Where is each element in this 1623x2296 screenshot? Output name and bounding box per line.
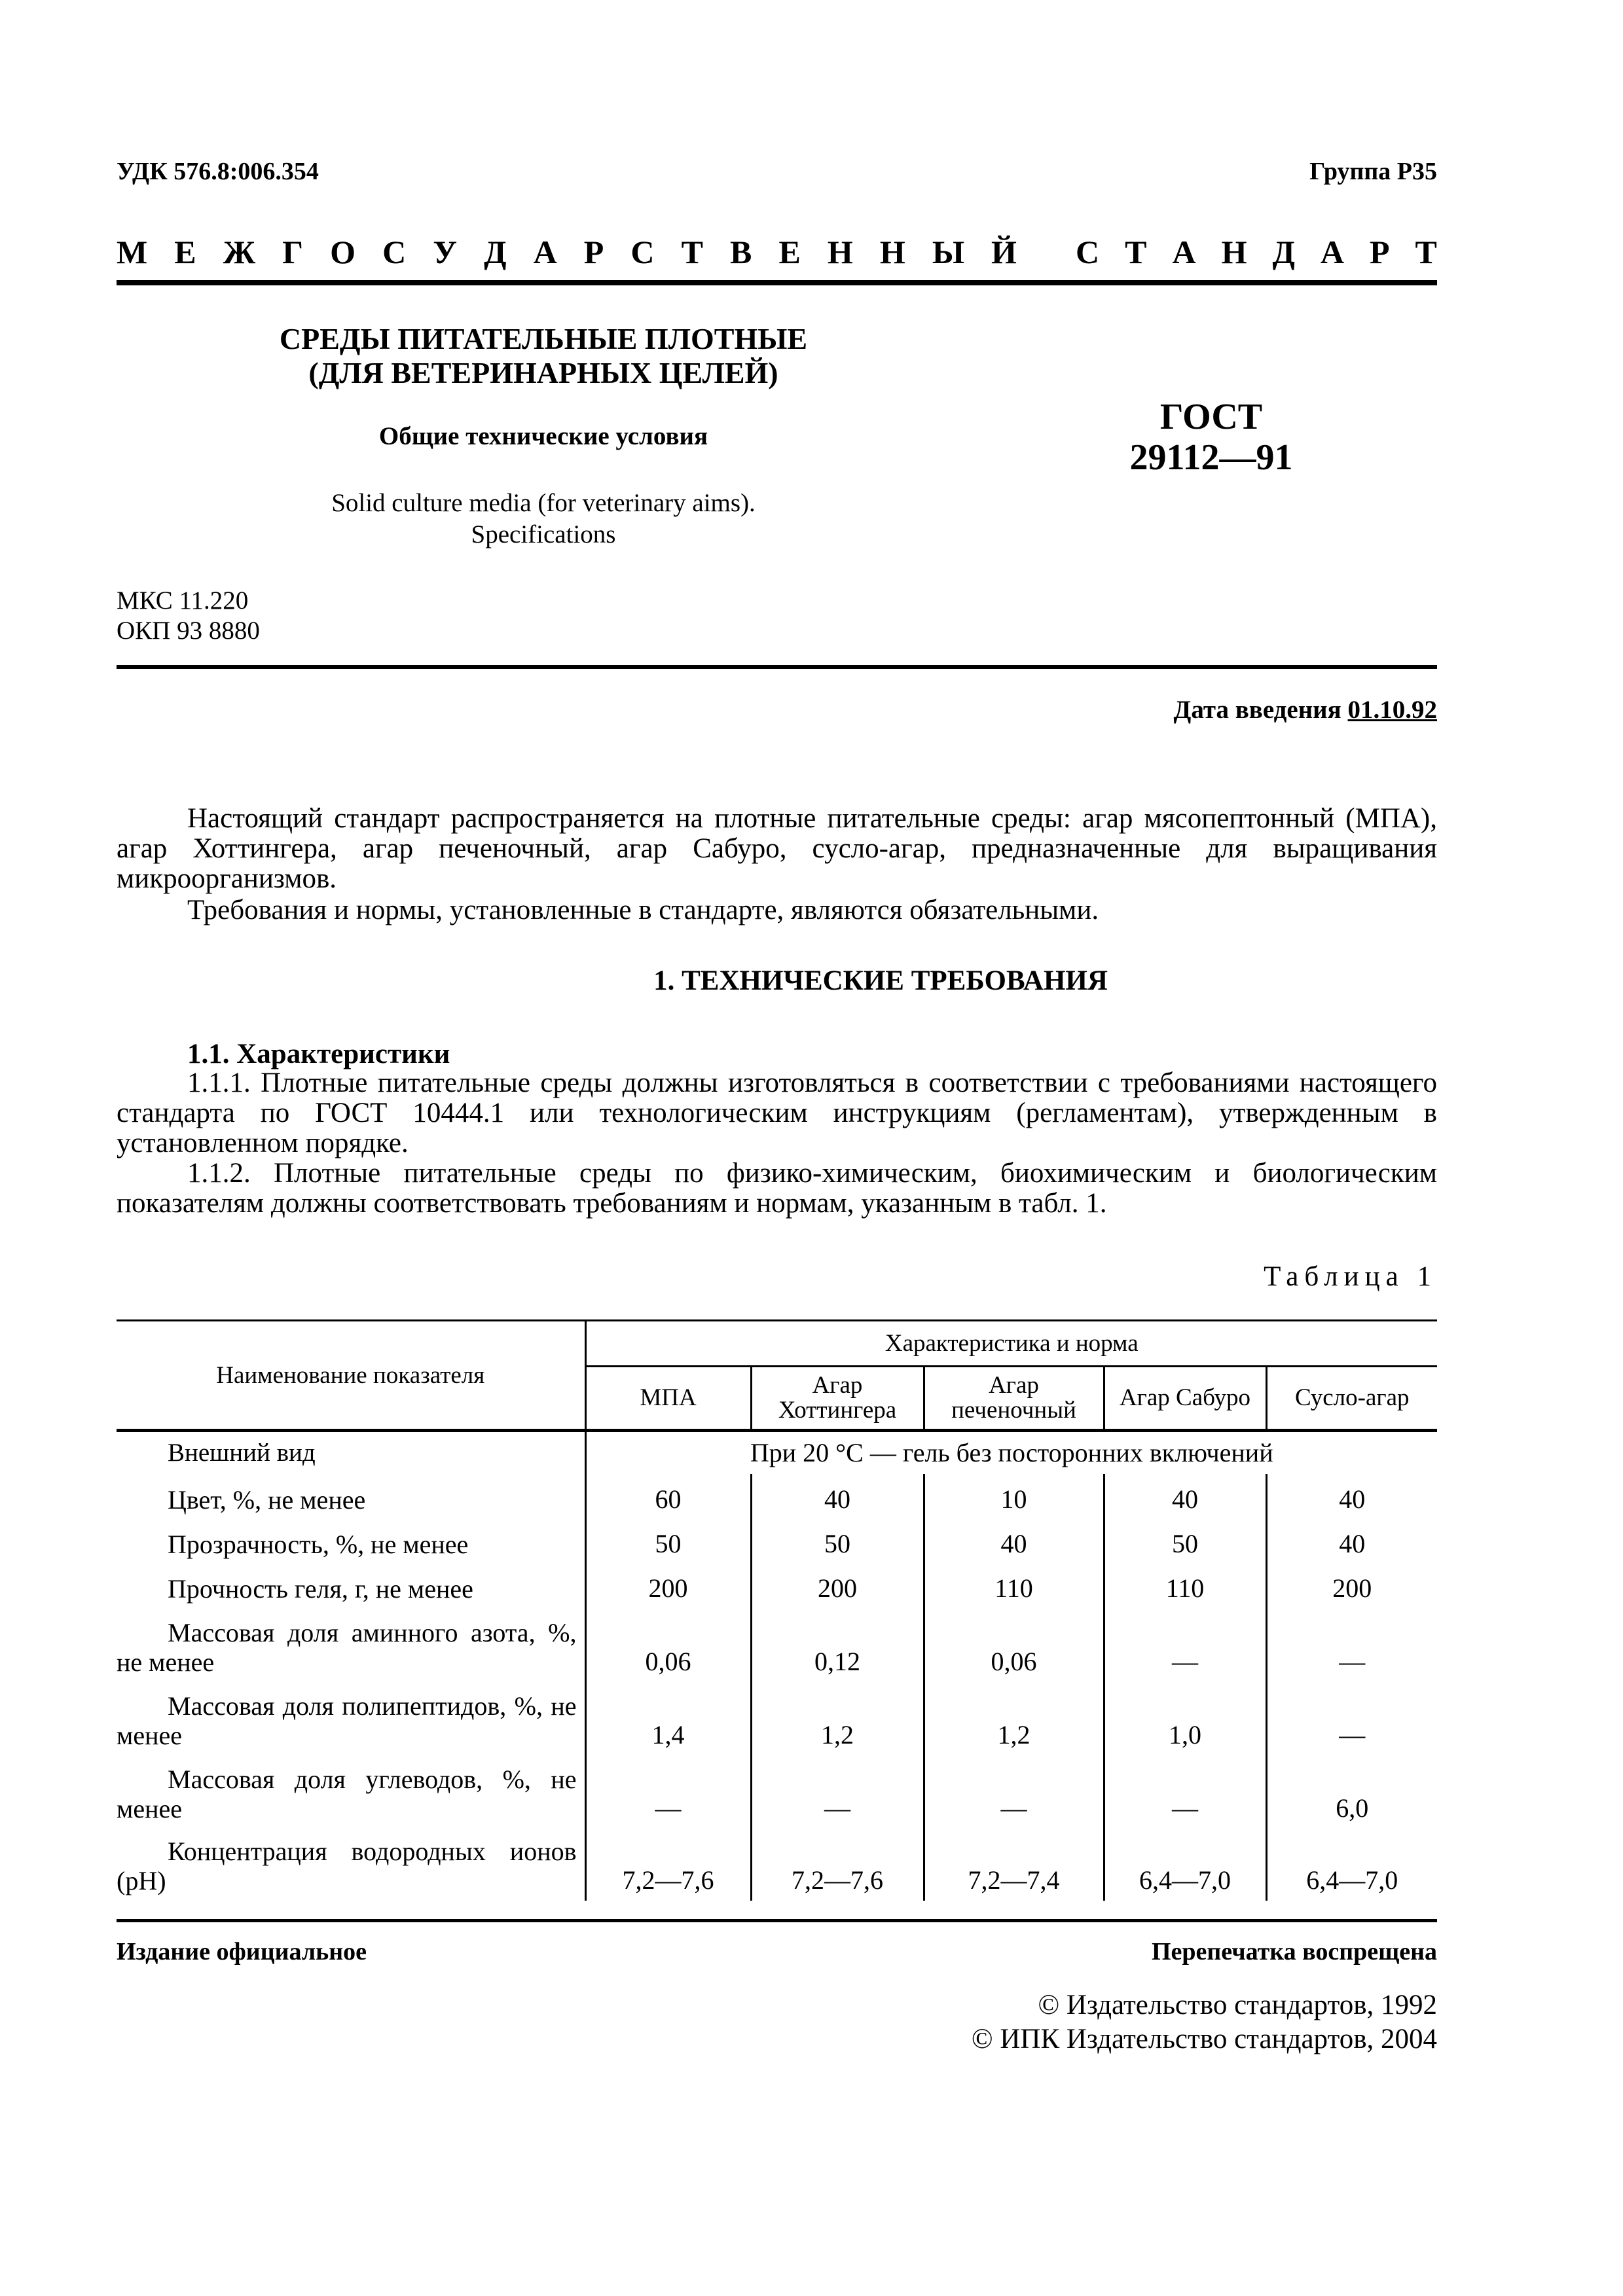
table-cell: — [1339, 1719, 1366, 1749]
banner-word-interstate [117, 233, 1017, 271]
table-cell: 6,4—7,0 [1104, 1827, 1266, 1901]
banner-word-standard [1076, 233, 1437, 271]
banner-letter: Н [1221, 234, 1247, 270]
table-cell: 60 [585, 1474, 751, 1518]
classification-codes [117, 586, 260, 646]
table-cell: — [1104, 1754, 1266, 1827]
table-cell: — [1339, 1646, 1366, 1676]
introduction-date-label: Дата введения [1173, 696, 1341, 724]
header-indicator: Наименование показателя [117, 1321, 585, 1431]
table-cell: 7,2—7,4 [924, 1827, 1104, 1901]
gost-number: 29112—91 [1129, 437, 1293, 478]
table-1-caption: Таблица 1 [1264, 1261, 1437, 1292]
banner-rule [117, 280, 1437, 285]
table-cell: 1,2 [751, 1681, 924, 1754]
gost-designation [1048, 397, 1375, 478]
banner-letter: Е [174, 234, 196, 270]
column-header: МПА [585, 1367, 751, 1431]
banner-letter: Р [1370, 234, 1390, 270]
banner-letter: С [630, 234, 655, 270]
english-title-line-2: Specifications [471, 520, 616, 548]
column-header: Сусло-агар [1266, 1367, 1437, 1431]
column-header: Агар печеночный [924, 1367, 1104, 1431]
table-cell: 7,2—7,6 [751, 1827, 924, 1901]
table-1-body [117, 1474, 1437, 1901]
table-cell: 40 [924, 1518, 1104, 1563]
row-label: Концентрация водородных ионов (рН) [117, 1827, 585, 1901]
table-cell: 1,0 [1104, 1681, 1266, 1754]
paragraph-1-1-2: 1.1.2. Плотные питательные среды по физико-химическим, биохимическим и биологическим показателям должны соответствовать требованиям и нормам, указанным в табл. 1. [117, 1158, 1437, 1219]
table-cell: 6,4—7,0 [1306, 1865, 1398, 1895]
row-label: Прозрачность, %, не менее [117, 1518, 585, 1563]
table-cell: 0,12 [751, 1607, 924, 1681]
table-cell: 200 [751, 1563, 924, 1607]
table-cell: 200 [585, 1563, 751, 1607]
footer-rule [117, 1919, 1437, 1922]
banner-letter: У [433, 234, 458, 270]
intro-paragraph-2: Требования и нормы, установленные в стандарте, являются обязательными. [187, 895, 1099, 925]
table-row [117, 1827, 1437, 1901]
banner-letter: Н [827, 234, 853, 270]
table-cell: — [924, 1754, 1104, 1827]
header-characteristic: Характеристика и норма [585, 1321, 1437, 1367]
banner-letter: А [1320, 234, 1344, 270]
mks-code: МКС 11.220 [117, 586, 249, 615]
row-label: Массовая доля аминного азота, %, не менее [117, 1607, 585, 1681]
banner-letter: Ы [932, 234, 964, 270]
table-cell: 40 [1339, 1528, 1366, 1558]
table-row [117, 1607, 1437, 1681]
row-label: Массовая доля углеводов, %, не менее [117, 1754, 585, 1827]
title-block [216, 322, 871, 390]
table-cell: 110 [924, 1563, 1104, 1607]
banner-letter: С [382, 234, 407, 270]
group-code: Группа Р35 [1309, 158, 1437, 185]
row-appearance-value: При 20 °С — гель без посторонних включений [750, 1438, 1273, 1468]
table-cell: — [1104, 1607, 1266, 1681]
paragraph-1-1-1: 1.1.1. Плотные питательные среды должны изготовляться в соответствии с требованиями настоящего стандарта по ГОСТ 10444.1 или технологическим инструкциям (регламентам), утвержденным в установленном порядке. [117, 1067, 1437, 1158]
banner-letter: Е [778, 234, 801, 270]
table-row [117, 1518, 1437, 1563]
footer-official-edition: Издание официальное [117, 1938, 367, 1965]
banner-letter: Р [583, 234, 604, 270]
copyright-2004: © ИПК Издательство стандартов, 2004 [971, 2024, 1437, 2054]
table-1 [117, 1319, 1437, 1901]
copyright-1992: © Издательство стандартов, 1992 [1038, 1990, 1437, 2020]
table-cell: 1,2 [924, 1681, 1104, 1754]
banner-letter: Г [282, 234, 304, 270]
table-row [117, 1681, 1437, 1754]
table-cell: — [751, 1754, 924, 1827]
table-cell: 50 [751, 1518, 924, 1563]
table-cell: 1,4 [585, 1681, 751, 1754]
copyright-block [972, 1988, 1437, 2056]
banner-letter: Д [484, 234, 507, 270]
udk-code: УДК 576.8:006.354 [117, 158, 319, 185]
gost-label: ГОСТ [1159, 397, 1263, 437]
english-title [216, 488, 871, 550]
banner-letter: Д [1272, 234, 1295, 270]
banner-letter: А [533, 234, 557, 270]
table-cell: 110 [1104, 1563, 1266, 1607]
table-cell: 40 [751, 1474, 924, 1518]
introduction-date-value: 01.10.92 [1347, 696, 1437, 724]
footer-reprint-prohibited: Перепечатка воспрещена [1151, 1938, 1437, 1965]
table-cell: — [585, 1754, 751, 1827]
banner-letter: Т [1415, 234, 1437, 270]
banner-letter: Т [1125, 234, 1147, 270]
section-1-1-title: 1.1. Характеристики [187, 1039, 450, 1069]
row-appearance-label: Внешний вид [117, 1431, 585, 1474]
banner-letter: О [330, 234, 356, 270]
table-cell: 40 [1339, 1484, 1366, 1514]
banner-letter: В [730, 234, 752, 270]
section-1-title: 1. ТЕХНИЧЕСКИЕ ТРЕБОВАНИЯ [653, 965, 1108, 996]
title-line-2: (ДЛЯ ВЕТЕРИНАРНЫХ ЦЕЛЕЙ) [308, 356, 778, 389]
banner-letter: Й [991, 234, 1017, 270]
table-cell: 10 [924, 1474, 1104, 1518]
okp-code: ОКП 93 8880 [117, 617, 260, 645]
banner-letter: Н [879, 234, 905, 270]
codes-rule [117, 665, 1437, 669]
table-cell: 200 [1332, 1573, 1372, 1603]
table-cell: 50 [1104, 1518, 1266, 1563]
introduction-date [1174, 695, 1437, 725]
banner-letter: М [117, 234, 148, 270]
table-cell: 7,2—7,6 [585, 1827, 751, 1901]
row-label: Массовая доля полипептидов, %, не менее [117, 1681, 585, 1754]
column-header: Агар Сабуро [1104, 1367, 1266, 1431]
column-header: Агар Хоттингера [751, 1367, 924, 1431]
table-row [117, 1474, 1437, 1518]
table-cell: 6,0 [1336, 1793, 1369, 1823]
row-label: Цвет, %, не менее [117, 1474, 585, 1518]
banner-letter: Ж [223, 234, 256, 270]
banner-letter: А [1172, 234, 1196, 270]
banner-letter: С [1076, 234, 1100, 270]
banner-letter: Т [681, 234, 703, 270]
standard-banner [117, 233, 1437, 271]
title-line-1: СРЕДЫ ПИТАТЕЛЬНЫЕ ПЛОТНЫЕ [279, 322, 808, 355]
table-cell: 0,06 [585, 1607, 751, 1681]
intro-paragraph-1: Настоящий стандарт распространяется на плотные питательные среды: агар мясопептонный (МПА), агар Хоттингера, агар печеночный, агар Сабуро, сусло-агар, предназначенные для выращивания микроорганизмов. [117, 803, 1437, 894]
table-cell: 0,06 [924, 1607, 1104, 1681]
table-cell: 40 [1104, 1474, 1266, 1518]
row-label: Прочность геля, г, не менее [117, 1563, 585, 1607]
subtitle: Общие технические условия [378, 422, 708, 450]
english-title-line-1: Solid culture media (for veterinary aims). [331, 489, 756, 517]
table-cell: 50 [585, 1518, 751, 1563]
table-row [117, 1563, 1437, 1607]
table-row [117, 1754, 1437, 1827]
